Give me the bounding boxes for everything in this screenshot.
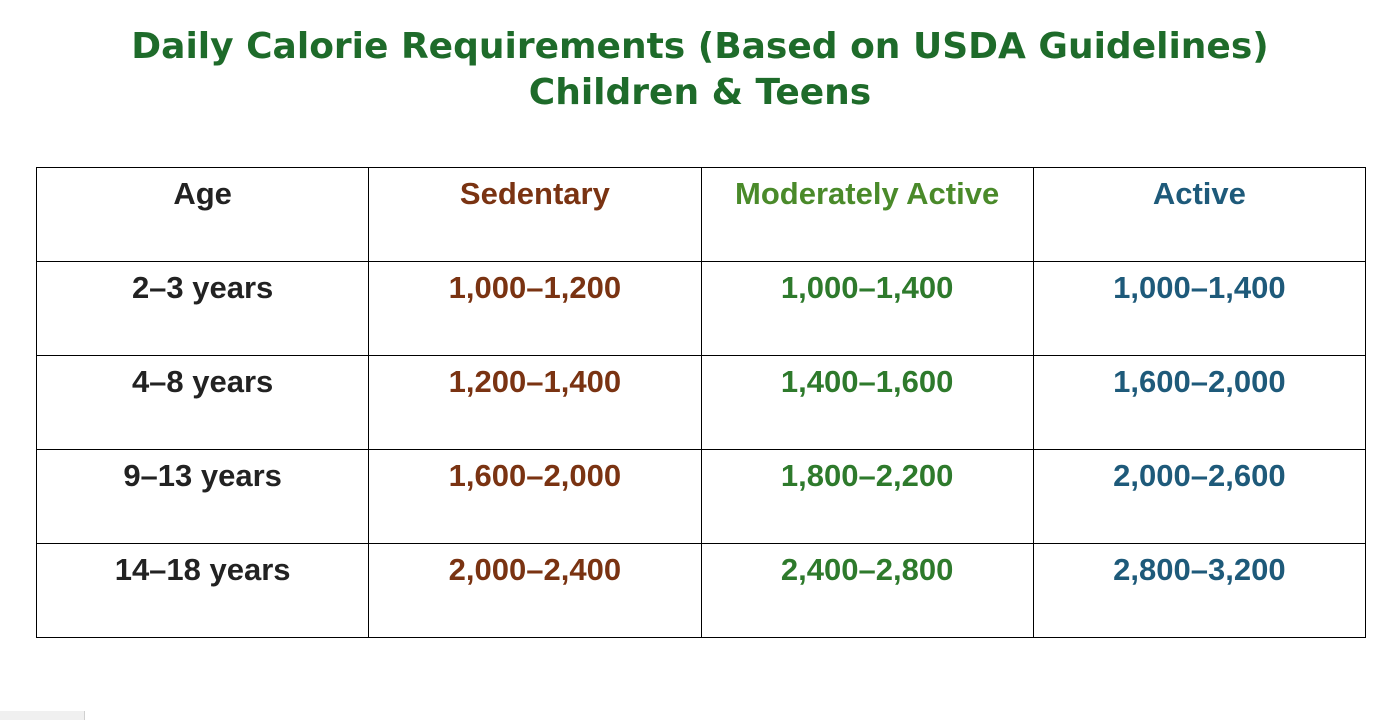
table-row bbox=[37, 262, 1366, 356]
page-title bbox=[0, 24, 1400, 116]
table-row bbox=[37, 356, 1366, 450]
header-moderately-active: Moderately Active bbox=[701, 168, 1033, 262]
cell-active: 1,000–1,400 bbox=[1033, 262, 1365, 356]
cell-active: 1,600–2,000 bbox=[1033, 356, 1365, 450]
cell-moderately-active: 2,400–2,800 bbox=[701, 544, 1033, 638]
cell-moderately-active: 1,000–1,400 bbox=[701, 262, 1033, 356]
cell-moderately-active: 1,800–2,200 bbox=[701, 450, 1033, 544]
cell-age: 14–18 years bbox=[37, 544, 369, 638]
corner-fragment bbox=[0, 711, 85, 720]
table-row bbox=[37, 450, 1366, 544]
header-age: Age bbox=[37, 168, 369, 262]
title-line-1: Daily Calorie Requirements (Based on USDA Guidelines) bbox=[131, 26, 1269, 67]
cell-active: 2,000–2,600 bbox=[1033, 450, 1365, 544]
cell-age: 9–13 years bbox=[37, 450, 369, 544]
table-header-row bbox=[37, 168, 1366, 262]
cell-moderately-active: 1,400–1,600 bbox=[701, 356, 1033, 450]
cell-active: 2,800–3,200 bbox=[1033, 544, 1365, 638]
cell-sedentary: 1,200–1,400 bbox=[369, 356, 701, 450]
calorie-table bbox=[36, 167, 1366, 638]
cell-sedentary: 1,600–2,000 bbox=[369, 450, 701, 544]
cell-age: 2–3 years bbox=[37, 262, 369, 356]
header-active: Active bbox=[1033, 168, 1365, 262]
header-sedentary: Sedentary bbox=[369, 168, 701, 262]
cell-age: 4–8 years bbox=[37, 356, 369, 450]
cell-sedentary: 1,000–1,200 bbox=[369, 262, 701, 356]
table-row bbox=[37, 544, 1366, 638]
title-line-2: Children & Teens bbox=[528, 72, 872, 113]
cell-sedentary: 2,000–2,400 bbox=[369, 544, 701, 638]
